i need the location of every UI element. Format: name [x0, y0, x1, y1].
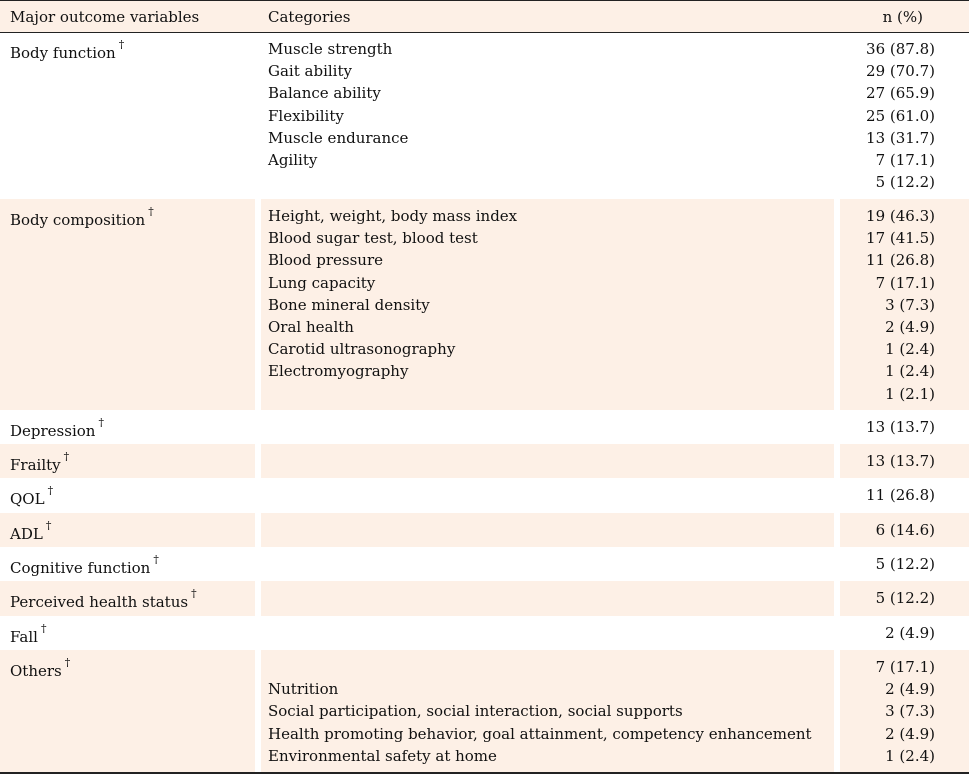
row-label: QOL † [10, 484, 54, 508]
category-list [268, 656, 812, 767]
table-row-adl [0, 513, 969, 547]
value-item: 2 (4.9) [885, 317, 935, 336]
row-label: ADL † [10, 519, 52, 543]
table-row-perceived-health-status [0, 581, 969, 616]
dagger-mark: † [148, 205, 154, 218]
row-label: Frailty † [10, 450, 70, 474]
row-label: Perceived health status † [10, 587, 197, 611]
row-label: Cognitive function † [10, 553, 159, 577]
category-item: Muscle endurance [268, 128, 409, 147]
dagger-mark: † [191, 587, 197, 600]
row-label: Fall † [10, 622, 47, 646]
value-item: 1 (2.4) [885, 746, 935, 765]
category-item: Muscle strength [268, 40, 393, 58]
value-item: 2 (4.9) [885, 724, 935, 743]
category-item: Oral health [268, 317, 354, 336]
row-label: Body function † [10, 38, 125, 62]
header-n-percent: n (%) [882, 8, 923, 26]
category-item: Agility [268, 150, 318, 169]
value-list [876, 519, 935, 541]
value-item: 36 (87.8) [866, 40, 935, 58]
table-row-body-composition [0, 199, 969, 410]
category-item: Blood sugar test, blood test [268, 229, 478, 248]
value-list [876, 587, 935, 609]
category-item: Gait ability [268, 62, 352, 81]
category-item: Carotid ultrasonography [268, 340, 456, 359]
category-item: Environmental safety at home [268, 746, 497, 765]
dagger-mark: † [47, 484, 54, 497]
table-row-fall [0, 616, 969, 650]
category-item: Nutrition [268, 680, 339, 699]
dagger-mark: † [98, 416, 104, 429]
dagger-mark: † [40, 622, 47, 635]
value-item: 25 (61.0) [866, 106, 935, 125]
value-list [876, 553, 935, 575]
value-item: 27 (65.9) [866, 84, 935, 103]
value-item: 3 (7.3) [885, 702, 935, 721]
value-list [866, 484, 935, 506]
category-list [268, 38, 408, 171]
table-row-body-function [0, 33, 969, 199]
value-item: 2 (4.9) [885, 680, 935, 699]
value-item: 6 (14.6) [875, 521, 935, 539]
value-item: 1 (2.1) [885, 384, 935, 403]
category-item: Flexibility [268, 106, 344, 125]
dagger-mark: † [64, 656, 71, 669]
table-row-qol [0, 478, 969, 513]
value-list [866, 205, 935, 405]
category-item: Health promoting behavior, goal attainment, competency enhancement [268, 724, 812, 743]
value-item: 11 (26.8) [866, 251, 935, 270]
value-item: 13 (13.7) [866, 452, 935, 470]
category-item: Electromyography [268, 362, 409, 381]
value-item: 13 (13.7) [866, 418, 935, 436]
value-item: 5 (12.2) [875, 173, 935, 192]
header-categories: Categories [268, 8, 351, 26]
category-item: Lung capacity [268, 273, 376, 292]
table-row-frailty [0, 444, 969, 478]
category-list [268, 205, 517, 383]
table-bottom-rule [0, 772, 969, 774]
dagger-mark: † [118, 38, 125, 51]
value-item: 5 (12.2) [875, 555, 935, 573]
table-row-others [0, 650, 969, 772]
value-list [866, 416, 935, 438]
value-list [885, 622, 935, 644]
category-item: Bone mineral density [268, 295, 430, 314]
table-header [0, 0, 969, 33]
row-label: Depression † [10, 416, 104, 440]
value-item: 11 (26.8) [866, 486, 935, 504]
category-item: Blood pressure [268, 251, 384, 270]
table-row-depression [0, 410, 969, 444]
table-row-cognitive-function [0, 547, 969, 581]
row-label: Body composition † [10, 205, 154, 229]
value-item: 7 (17.1) [875, 273, 935, 292]
value-list [866, 450, 935, 472]
value-item: 1 (2.4) [885, 340, 935, 359]
dagger-mark: † [63, 450, 70, 463]
value-item: 13 (31.7) [866, 128, 935, 147]
value-item: 3 (7.3) [885, 295, 935, 314]
value-item: 17 (41.5) [866, 229, 935, 248]
value-item: 19 (46.3) [866, 207, 935, 225]
value-item: 7 (17.1) [875, 658, 935, 676]
category-item: Balance ability [268, 84, 381, 103]
value-item: 2 (4.9) [885, 624, 935, 642]
category-item: Social participation, social interaction, social supports [268, 702, 683, 721]
header-variables: Major outcome variables [10, 8, 200, 26]
value-list [866, 38, 935, 193]
dagger-mark: † [153, 553, 159, 566]
value-list [876, 656, 935, 767]
value-item: 29 (70.7) [866, 62, 935, 81]
row-label: Others † [10, 656, 71, 680]
category-item: Height, weight, body mass index [268, 207, 518, 225]
value-item: 7 (17.1) [875, 150, 935, 169]
value-item: 1 (2.4) [885, 362, 935, 381]
dagger-mark: † [45, 519, 52, 532]
value-item: 5 (12.2) [875, 589, 935, 607]
category-item [268, 656, 812, 678]
